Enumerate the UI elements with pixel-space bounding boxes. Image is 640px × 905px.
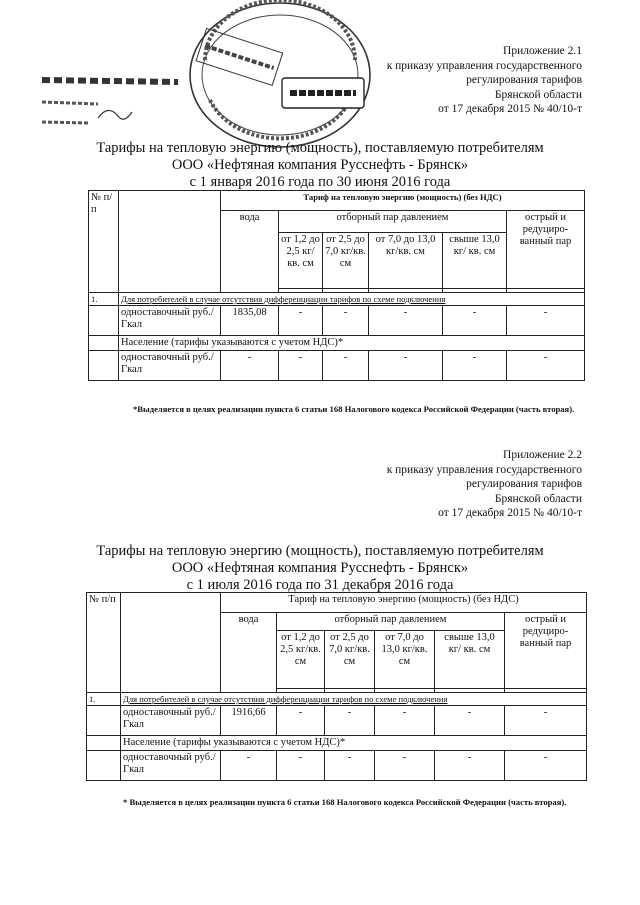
rate-pressure-2: -: [325, 751, 375, 781]
title-line: с 1 июля 2016 года по 31 декабря 2016 года: [186, 577, 454, 593]
footnote-2: * Выделяется в целях реализации пункта 6 статьи 168 Налогового кодекса Российской Федерации (часть вторая).: [123, 797, 567, 807]
rate-water: -: [221, 351, 279, 381]
appendix-order-line: Брянской области: [494, 88, 582, 101]
rate-sharp-steam: -: [505, 706, 587, 736]
appendix-number: Приложение 2.2: [503, 449, 582, 461]
header-pressure-2: от 2,5 до 7,0 кг/кв. см: [323, 233, 369, 289]
rate-sharp-steam: -: [507, 306, 585, 336]
rate-sharp-steam: -: [507, 351, 585, 381]
appendix-order-line: регулирования тарифов: [466, 74, 582, 86]
appendix-header-1: [387, 44, 582, 117]
section-number: 1.: [89, 293, 119, 306]
document-title-2: [60, 543, 580, 594]
rate-label: одноставочный руб./Гкал: [119, 306, 221, 336]
header-pressure-4: свыше 13,0 кг/ кв. см: [443, 233, 507, 289]
rate-pressure-1: -: [279, 306, 323, 336]
rate-pressure-4: -: [443, 351, 507, 381]
section-label: Для потребителей в случае отсутствия дифференциации тарифов по схеме подключения: [119, 293, 585, 306]
header-water: вода: [221, 211, 279, 293]
header-number: № п/п: [89, 191, 119, 293]
header-empty: [121, 593, 221, 693]
tariff-table-2: [86, 592, 587, 781]
rate-pressure-3: -: [369, 306, 443, 336]
rate-water: -: [221, 751, 277, 781]
rate-pressure-4: -: [435, 706, 505, 736]
rate-pressure-1: -: [277, 706, 325, 736]
header-tariff: Тариф на тепловую энергию (мощность) (без НДС): [221, 191, 585, 211]
section-label-population: Население (тарифы указываются с учетом НДС)*: [119, 336, 585, 351]
appendix-order-line: к приказу управления государственного: [386, 59, 582, 72]
appendix-order-line: Брянской области: [494, 492, 582, 505]
rate-label: одноставочный руб./Гкал: [121, 751, 221, 781]
header-pressure-1: от 1,2 до 2,5 кг/кв. см: [279, 233, 323, 289]
rate-pressure-3: -: [375, 751, 435, 781]
rate-pressure-3: -: [375, 706, 435, 736]
header-pressure-3: от 7,0 до 13,0 кг/кв. см: [375, 631, 435, 689]
header-pressure-3: от 7,0 до 13,0 кг/кв. см: [369, 233, 443, 289]
header-sharp-steam: острый и редуциро-ванный пар: [505, 613, 587, 689]
title-line: ООО «Нефтяная компания Русснефть - Брянск»: [171, 157, 469, 173]
rate-water: 1916,66: [221, 706, 277, 736]
appendix-order-date: от 17 декабря 2015 № 40/10-т: [438, 507, 582, 519]
header-steam: отборный пар давлением: [277, 613, 505, 631]
appendix-order-line: к приказу управления государственного: [386, 463, 582, 476]
header-number: № п/п: [87, 593, 121, 693]
header-steam: отборный пар давлением: [279, 211, 507, 233]
header-pressure-4: свыше 13,0 кг/ кв. см: [435, 631, 505, 689]
section-number: 1.: [87, 693, 121, 706]
appendix-number: Приложение 2.1: [503, 45, 582, 57]
rate-pressure-2: -: [323, 351, 369, 381]
rate-pressure-4: -: [443, 306, 507, 336]
header-sharp-steam: острый и редуциро-ванный пар: [507, 211, 585, 289]
header-water: вода: [221, 613, 277, 693]
certification-mark: [38, 70, 198, 145]
rate-pressure-1: -: [277, 751, 325, 781]
appendix-order-line: регулирования тарифов: [466, 478, 582, 490]
rate-pressure-4: -: [435, 751, 505, 781]
section-label-population: Население (тарифы указываются с учетом НДС)*: [121, 736, 587, 751]
rate-pressure-1: -: [279, 351, 323, 381]
footnote-1: *Выделяется в целях реализации пункта 6 статьи 168 Налогового кодекса Российской Федерации (часть вторая).: [133, 404, 575, 414]
rate-pressure-3: -: [369, 351, 443, 381]
appendix-header-2: [387, 448, 582, 521]
header-pressure-2: от 2,5 до 7,0 кг/кв. см: [325, 631, 375, 689]
section-label: Для потребителей в случае отсутствия дифференциации тарифов по схеме подключения: [121, 693, 587, 706]
rate-water: 1835,08: [221, 306, 279, 336]
title-line: Тарифы на тепловую энергию (мощность), поставляемую потребителям: [96, 140, 544, 156]
header-pressure-1: от 1,2 до 2,5 кг/кв. см: [277, 631, 325, 689]
rate-label: одноставочный руб./Гкал: [121, 706, 221, 736]
title-line: с 1 января 2016 года по 30 июня 2016 года: [189, 174, 451, 190]
appendix-order-date: от 17 декабря 2015 № 40/10-т: [438, 103, 582, 115]
rate-pressure-2: -: [323, 306, 369, 336]
document-title-1: [60, 140, 580, 191]
rate-label: одноставочный руб./Гкал: [119, 351, 221, 381]
rate-sharp-steam: -: [505, 751, 587, 781]
rate-pressure-2: -: [325, 706, 375, 736]
title-line: ООО «Нефтяная компания Русснефть - Брянск»: [171, 560, 469, 576]
title-line: Тарифы на тепловую энергию (мощность), поставляемую потребителям: [96, 543, 544, 559]
header-tariff: Тариф на тепловую энергию (мощность) (без НДС): [221, 593, 587, 613]
header-empty: [119, 191, 221, 293]
tariff-table-1: [88, 190, 585, 381]
